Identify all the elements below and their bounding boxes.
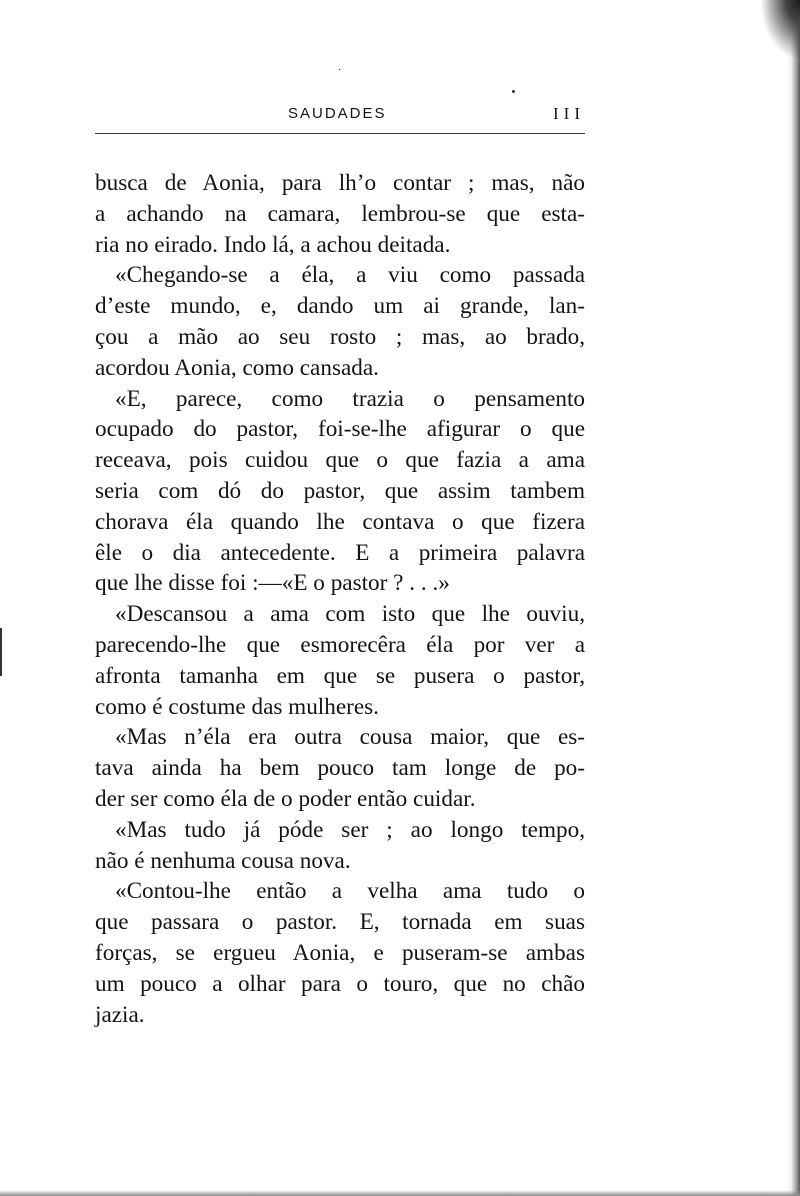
page-edge-shadow: [786, 0, 800, 1196]
text-line: d’este mundo, e, dando um ai grande, lan-: [95, 293, 585, 320]
text-line: acordou Aonia, como cansada.: [95, 354, 379, 381]
print-speck: [512, 90, 515, 93]
text-line: ria no eirado. Indo lá, a achou deitada.: [95, 231, 451, 258]
text-line: como é costume das mulheres.: [95, 693, 379, 720]
running-title: SAUDADES: [288, 105, 387, 122]
body-text: [95, 168, 585, 1030]
page-bottom-edge: [0, 1190, 800, 1196]
text-line: «Contou-lhe então a velha ama tudo o: [115, 878, 585, 905]
text-line: a achando na camara, lembrou-se que esta-: [95, 200, 585, 227]
text-line: ocupado do pastor, foi-se-lhe afigurar o que: [95, 416, 585, 443]
text-line: êle o dia antecedente. E a primeira palavra: [95, 539, 585, 566]
text-line: «Chegando-se a éla, a viu como passada: [115, 262, 585, 289]
text-line: der ser como éla de o poder então cuidar.: [95, 785, 476, 812]
text-line: jazia.: [95, 1001, 145, 1028]
text-line: tava ainda ha bem pouco tam longe de po-: [95, 755, 585, 782]
text-line: «Descansou a ama com isto que lhe ouviu,: [115, 601, 585, 628]
header-rule: [95, 133, 585, 134]
text-line: parecendo-lhe que esmorecêra éla por ver a: [95, 631, 585, 658]
text-line: não é nenhuma cousa nova.: [95, 847, 351, 874]
text-line: forças, se ergueu Aonia, e puseram-se ambas: [95, 939, 585, 966]
text-line: busca de Aonia, para lh’o contar ; mas, não: [95, 170, 585, 196]
page-edge-mark: [0, 628, 2, 676]
text-line: «E, parece, como trazia o pensamento: [115, 385, 585, 412]
text-line: um pouco a olhar para o touro, que no chão: [95, 970, 585, 997]
text-line: «Mas tudo já póde ser ; ao longo tempo,: [115, 816, 585, 843]
text-line: receava, pois cuidou que o que fazia a ama: [95, 447, 585, 474]
running-header: [95, 104, 585, 130]
text-line: que passara o pastor. E, tornada em suas: [95, 909, 585, 936]
print-speck: ·: [338, 65, 342, 76]
text-line: çou a mão ao seu rosto ; mas, ao brado,: [95, 323, 585, 350]
text-line: seria com dó do pastor, que assim tambem: [95, 477, 585, 504]
page-corner-shadow: [760, 0, 800, 60]
text-line: chorava éla quando lhe contava o que fizera: [95, 508, 585, 535]
text-line: afronta tamanha em que se pusera o pastor,: [95, 662, 585, 689]
text-line: que lhe disse foi :—«E o pastor ? . . .»: [95, 570, 450, 597]
page-number: III: [553, 104, 585, 123]
text-line: «Mas n’éla era outra cousa maior, que es-: [115, 724, 585, 751]
